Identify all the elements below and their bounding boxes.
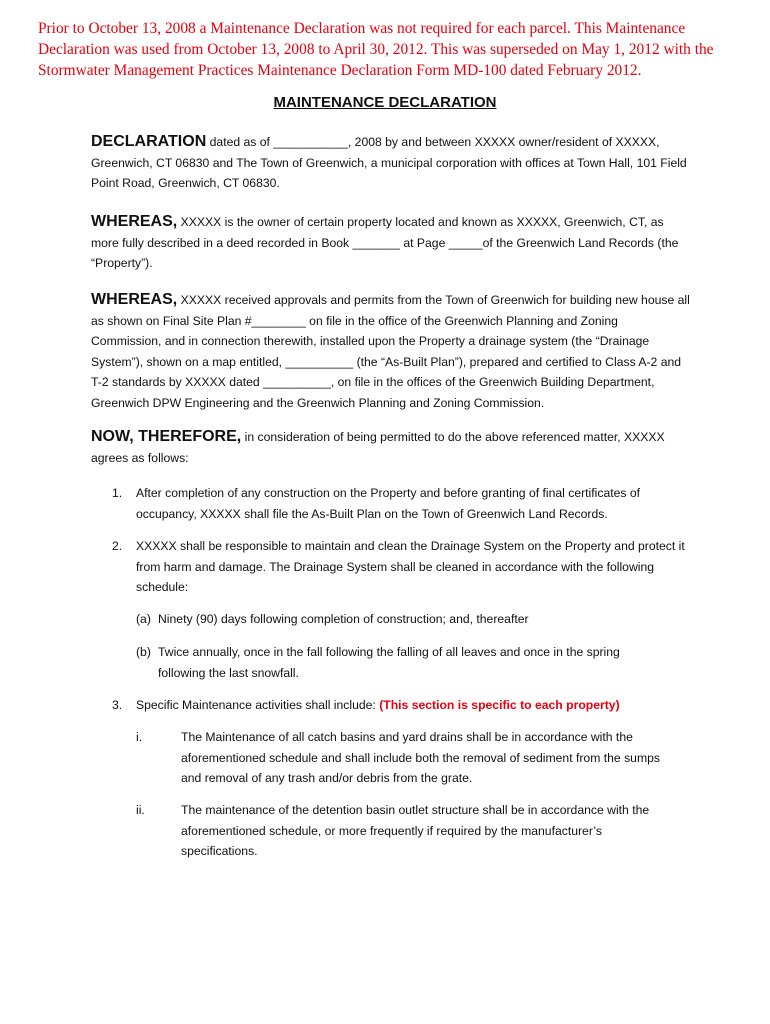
now-therefore-paragraph xyxy=(91,427,691,468)
list-item xyxy=(112,536,692,600)
list-item-number: 2. xyxy=(112,539,123,553)
schedule-label: (b) xyxy=(136,645,151,659)
schedule-text: Twice annually, once in the fall following the falling of all leaves and once in the spring following the last snowfall. xyxy=(158,645,620,680)
declaration-text: dated as of ___________, 2008 by and between XXXXX owner/resident of XXXXX, Greenwich, CT 06830 and The Town of Greenwich, a municipal corporation with offices at Town Hall, 101 Field Point Road, Greenwich, CT 06830. xyxy=(91,135,687,191)
schedule-item xyxy=(136,609,676,631)
whereas-paragraph-2 xyxy=(91,290,691,414)
list-item-text: After completion of any construction on the Property and before granting of final certificates of occupancy, XXXXX shall file the As-Built Plan on the Town of Greenwich Land Records. xyxy=(136,486,641,521)
whereas-2-text: XXXXX received approvals and permits from the Town of Greenwich for building new house all as shown on Final Site Plan #________ on file in the office of the Greenwich Planning and Zoning Commission, and in connection therewith, installed upon the Property a drainage system (the “Drainage System”), shown on a map entitled, __________ (the “As-Built Plan”), prepared and certified to Class A-2 and T-2 standards by XXXXX dated __________, on file in the offices of the Greenwich Building Department, Greenwich DPW Engineering and the Greenwich Planning and Zoning Commission. xyxy=(91,293,690,410)
whereas-1-text: XXXXX is the owner of certain property located and known as XXXXX, Greenwich, CT, as more fully described in a deed recorded in Book _______ at Page _____of the Greenwich Land Records (the “Property”). xyxy=(91,215,679,271)
declaration-lead: DECLARATION xyxy=(91,133,207,150)
activity-text: The maintenance of the detention basin outlet structure shall be in accordance with the aforementioned schedule, or more frequently if required by the manufacturer’s specifications. xyxy=(181,803,650,859)
list-item xyxy=(112,483,692,527)
list-item-number: 1. xyxy=(112,486,123,500)
whereas-1-lead: WHEREAS, xyxy=(91,213,178,230)
activity-label: i. xyxy=(136,730,143,744)
activity-label: ii. xyxy=(136,803,145,817)
list-item-text: XXXXX shall be responsible to maintain and clean the Drainage System on the Property and protect it from harm and damage. The Drainage System shall be cleaned in accordance with the following schedule: xyxy=(136,539,685,595)
whereas-paragraph-1 xyxy=(91,212,691,274)
now-therefore-lead: NOW, THEREFORE, xyxy=(91,428,242,445)
document-title: MAINTENANCE DECLARATION xyxy=(273,94,497,111)
declaration-paragraph xyxy=(91,132,691,194)
property-specific-note: (This section is specific to each property) xyxy=(379,698,620,712)
schedule-label: (a) xyxy=(136,612,151,626)
supersession-notice: Prior to October 13, 2008 a Maintenance Declaration was not required for each parcel. This Maintenance Declaration was used from October 13, 2008 to April 30, 2012. This was superseded on May 1, 2012 with the Stormwater Management Practices Maintenance Declaration Form MD-100 dated February 2012. xyxy=(38,20,714,79)
schedule-item xyxy=(136,642,676,686)
list-item xyxy=(112,695,692,717)
now-therefore-text: in consideration of being permitted to do the above referenced matter, XXXXX agrees as follows: xyxy=(91,430,665,465)
activity-item xyxy=(136,800,681,864)
activity-item xyxy=(136,727,681,791)
list-item-number: 3. xyxy=(112,698,123,712)
whereas-2-lead: WHEREAS, xyxy=(91,291,178,308)
schedule-text: Ninety (90) days following completion of construction; and, thereafter xyxy=(158,612,529,626)
list-item-text: Specific Maintenance activities shall include: xyxy=(136,698,380,712)
activity-text: The Maintenance of all catch basins and yard drains shall be in accordance with the aforementioned schedule and shall include both the removal of sediment from the sumps and removal of any trash and/or debris from the grate. xyxy=(181,730,660,786)
